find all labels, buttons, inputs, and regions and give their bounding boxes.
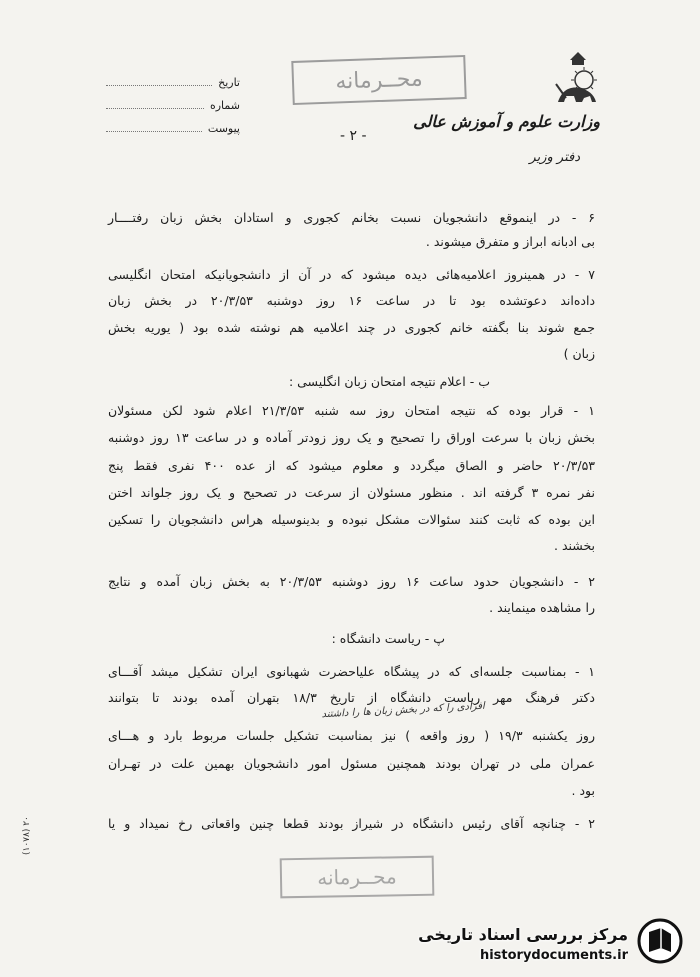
- section-heading: پ - ریاست دانشگاه :: [331, 631, 445, 646]
- body-line: ۱ - بمناسبت جلسه‌ای که در پیشگاه علیاحضرت شهبانوی ایران تشکیل میشد آقـــای: [108, 664, 595, 679]
- body-line: ۲ - دانشجویان حدود ساعت ۱۶ روز دوشنبه ۲۰/۳/۵۳ به بخش زبان آمده و نتایج: [108, 574, 595, 589]
- body-line: دکتر فرهنگ مهر ریاست دانشگاه از تاریخ ۱۸/۳ بتهران آمده بودند تا بتوانند: [108, 690, 595, 705]
- body-line: بود .: [571, 783, 595, 798]
- watermark-title: مرکز بررسی اسناد تاریخی: [418, 925, 628, 944]
- office-name: دفتر وزیر: [529, 150, 580, 165]
- confidential-stamp-bottom: محــرمانه: [280, 856, 435, 899]
- number-label: شماره: [209, 99, 240, 112]
- body-line: جمع شوند بنا بگفته خانم کجوری در چند اعلامیه هم نوشته شده بود ( یوریه بخش: [108, 320, 595, 335]
- confidential-stamp-top: محــرمانه: [291, 55, 466, 105]
- page-number: - ۲ -: [340, 128, 367, 144]
- date-blank: [106, 76, 212, 86]
- body-line: داده‌اند دعوتشده بود تا در ساعت ۱۶ روز دوشنبه ۲۰/۳/۵۳ در بخش زبان: [108, 293, 596, 308]
- attachment-field: [100, 122, 240, 135]
- lion-and-sun-emblem-icon: [548, 50, 608, 110]
- ministry-name: وزارت علوم و آموزش عالی: [413, 112, 600, 131]
- number-field: [100, 99, 240, 112]
- body-line: بخشند .: [554, 538, 595, 553]
- body-line: این بوده که ثابت کنند سئوالات مشکل نبوده و بدینوسیله هراس دانشجویان را تسکین: [108, 512, 595, 527]
- section-heading: ب - اعلام نتیجه امتحان زبان انگلیسی :: [288, 374, 490, 389]
- handwritten-note: افرادی را که در بخش زبان ها را داشتند: [321, 700, 486, 721]
- body-line: ۶ - در اینموقع دانشجویان نسبت بخانم کجوری و استادان بخش زبان رفتــــار: [108, 210, 595, 225]
- body-line: عمران ملی در تهران بودند همچنین مسئول امور دانشجویان بهمین علت در تهـران: [108, 756, 595, 771]
- body-line: ۷ - در همینروز اعلامیه‌هائی دیده میشود که در آن از دانشجویانیکه امتحان انگلیسی: [108, 267, 595, 282]
- body-line: بی ادبانه ابراز و متفرق میشوند .: [425, 234, 595, 249]
- body-line: ۱ - قرار بوده که نتیجه امتحان روز سه شنبه ۲۱/۳/۵۳ اعلام شود لکن مسئولان: [108, 403, 595, 418]
- body-line: نفر نمره ۳ گرفته اند . منظور مسئولان از سرعت در تصحیح و یک روز جلواند اختن: [108, 485, 595, 500]
- number-blank: [106, 99, 204, 109]
- date-label: تاریخ: [218, 76, 240, 89]
- watermark-url: historydocuments.ir: [479, 948, 628, 963]
- body-line: روز یکشنبه ۱۹/۳ ( روز واقعه ) نیز بمناسبت تشکیل جلسات مربوط بارد و هـــای: [108, 728, 595, 743]
- body-line: ۲ - چنانچه آقای رئیس دانشگاه در شیراز بودند قطعا چنین واقعاتی رخ نمیداد و یا: [108, 816, 595, 831]
- date-field: [100, 76, 240, 89]
- body-line: زبان ): [563, 346, 595, 361]
- attachment-label: پیوست: [207, 122, 240, 135]
- book-logo-icon: [637, 918, 683, 964]
- body-line: را مشاهده مینمایند .: [489, 600, 595, 615]
- body-line: ۲۰/۳/۵۳ حاضر و الصاق میگردد و معلوم میشود که از عده ۴۰۰ نفری فقط پنج: [108, 458, 595, 473]
- margin-note: (۱۰۷۸) ۲۰: [22, 816, 32, 855]
- attachment-blank: [106, 122, 202, 132]
- body-line: بخش زبان با سرعت اوراق را تصحیح و یک روز زودتر آماده و در ساعت ۱۳ روز دوشنبه: [108, 430, 595, 445]
